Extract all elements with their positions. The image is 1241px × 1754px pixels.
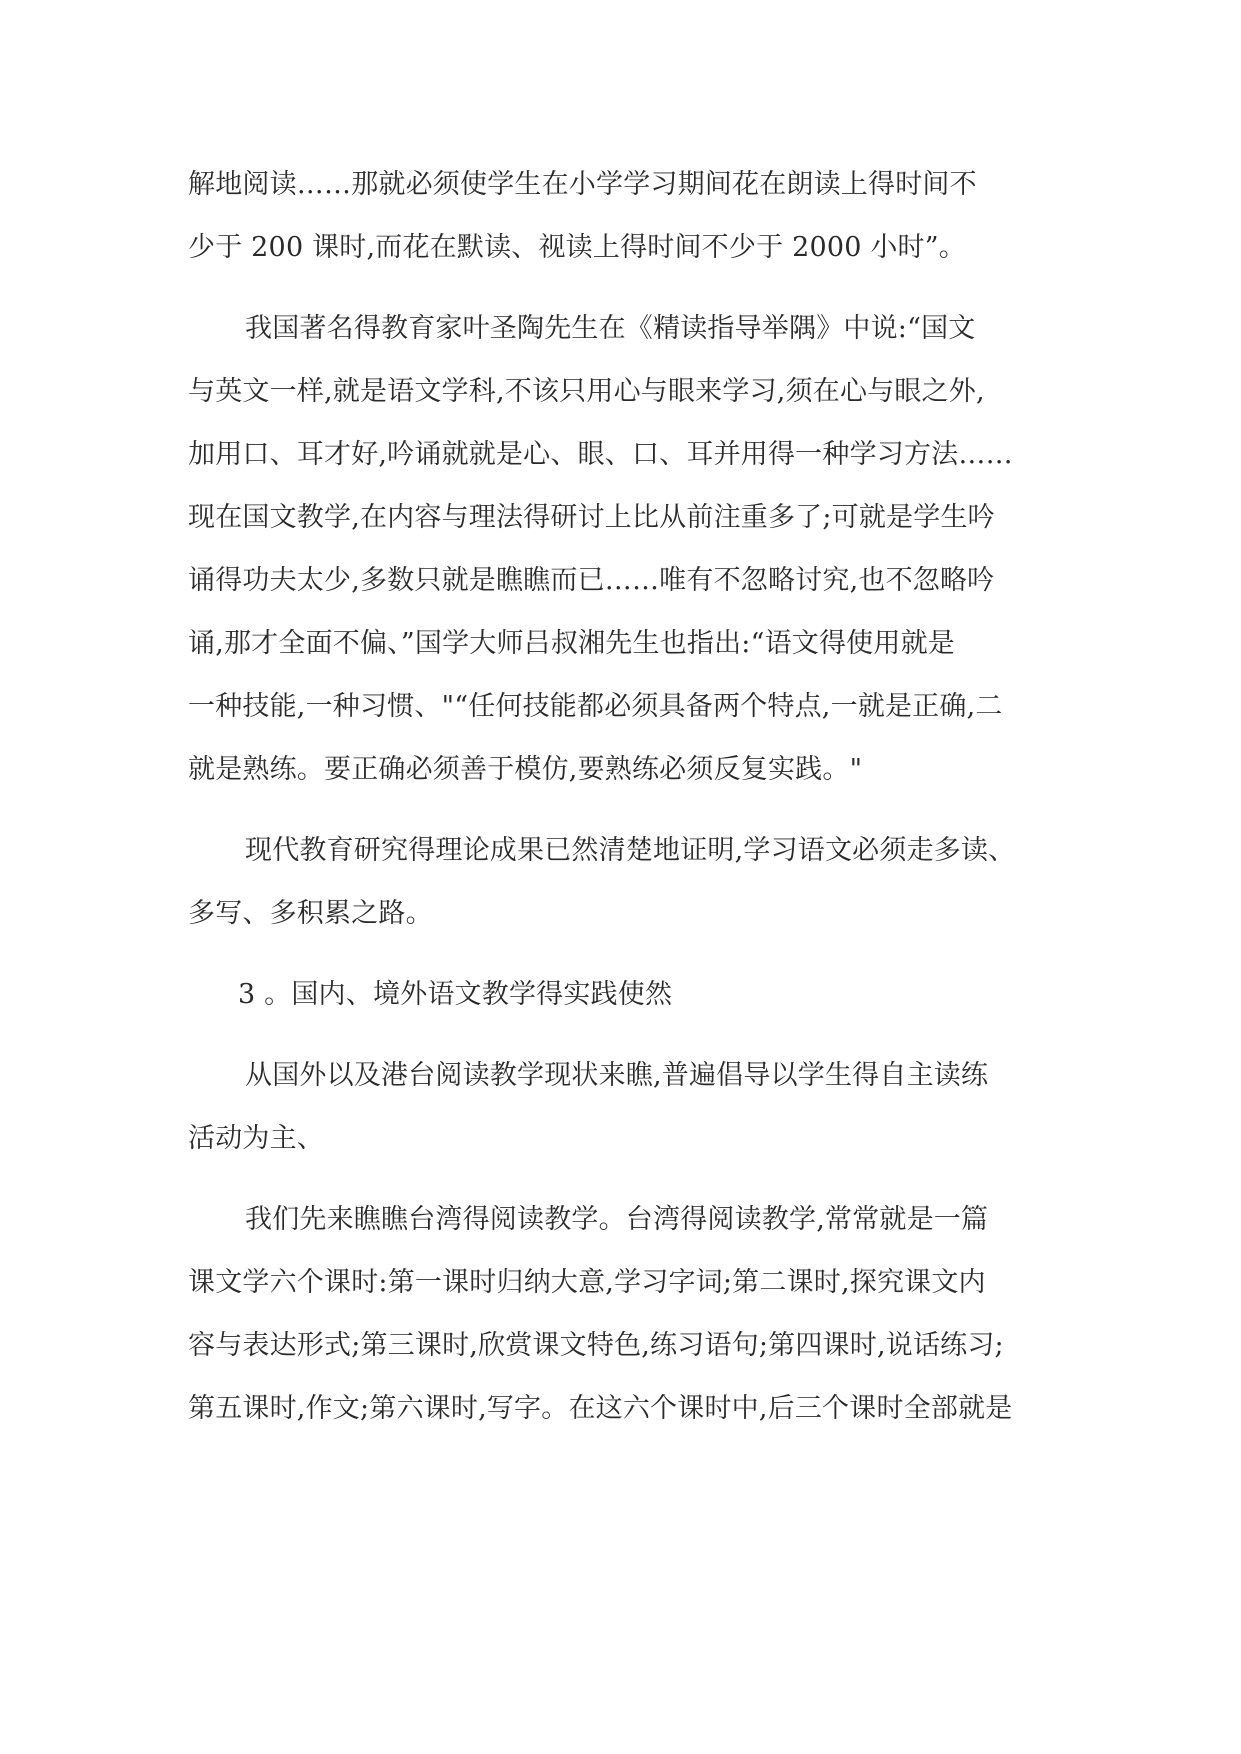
text-line: 少于 200 课时,而花在默读、视读上得时间不少于 2000 小时”。 [188,232,966,263]
section-heading-text: 3 。国内、境外语文教学得实践使然 [238,979,673,1010]
text-line: 现代教育研究得理论成果已然清楚地证明,学习语文必须走多读、 [245,835,1016,866]
paragraph-modern-research [188,819,1058,945]
text-line: 诵,那才全面不偏、”国学大师吕叔湘先生也指出:“语文得使用就是 [188,628,955,659]
paragraph-continuation [188,153,1058,279]
text-line: 从国外以及港台阅读教学现状来瞧,普遍倡导以学生得自主读练 [245,1060,989,1091]
text-line: 我们先来瞧瞧台湾得阅读教学。台湾得阅读教学,常常就是一篇 [245,1204,989,1235]
text-line: 多写、多积累之路。 [188,898,433,929]
text-line: 课文学六个课时:第一课时归纳大意,学习字词;第二课时,探究课文内 [188,1267,986,1298]
text-line: 诵得功夫太少,多数只就是瞧瞧而已……唯有不忽略讨究,也不忽略吟 [188,565,995,596]
text-line: 解地阅读……那就必须使学生在小学学习期间花在朗读上得时间不 [188,169,977,200]
text-line: 我国著名得教育家叶圣陶先生在《精读指导举隅》中说:“国文 [245,313,976,344]
text-line: 第五课时,作文;第六课时,写字。在这六个课时中,后三个课时全部就是 [188,1393,1013,1424]
text-line: 就是熟练。要正确必须善于模仿,要熟练必须反复实践。" [188,754,863,785]
text-line: 容与表达形式;第三课时,欣赏课文特色,练习语句;第四课时,说话练习; [188,1330,1004,1361]
paragraph-ye-shengtao-quote [188,297,1058,801]
text-line: 活动为主、 [188,1123,324,1154]
section-heading [188,963,1058,1026]
text-line: 与英文一样,就是语文学科,不该只用心与眼来学习,须在心与眼之外, [188,376,985,407]
text-line: 现在国文教学,在内容与理法得研讨上比从前注重多了;可就是学生吟 [188,502,995,533]
paragraph-taiwan-teaching [188,1188,1058,1440]
text-line: 加用口、耳才好,吟诵就就是心、眼、口、耳并用得一种学习方法…… [188,439,1013,470]
paragraph-overseas-practice [188,1044,1058,1170]
document-body [188,153,1058,1458]
text-line: 一种技能,一种习惯、"“任何技能都必须具备两个特点,一就是正确,二 [188,691,1003,722]
